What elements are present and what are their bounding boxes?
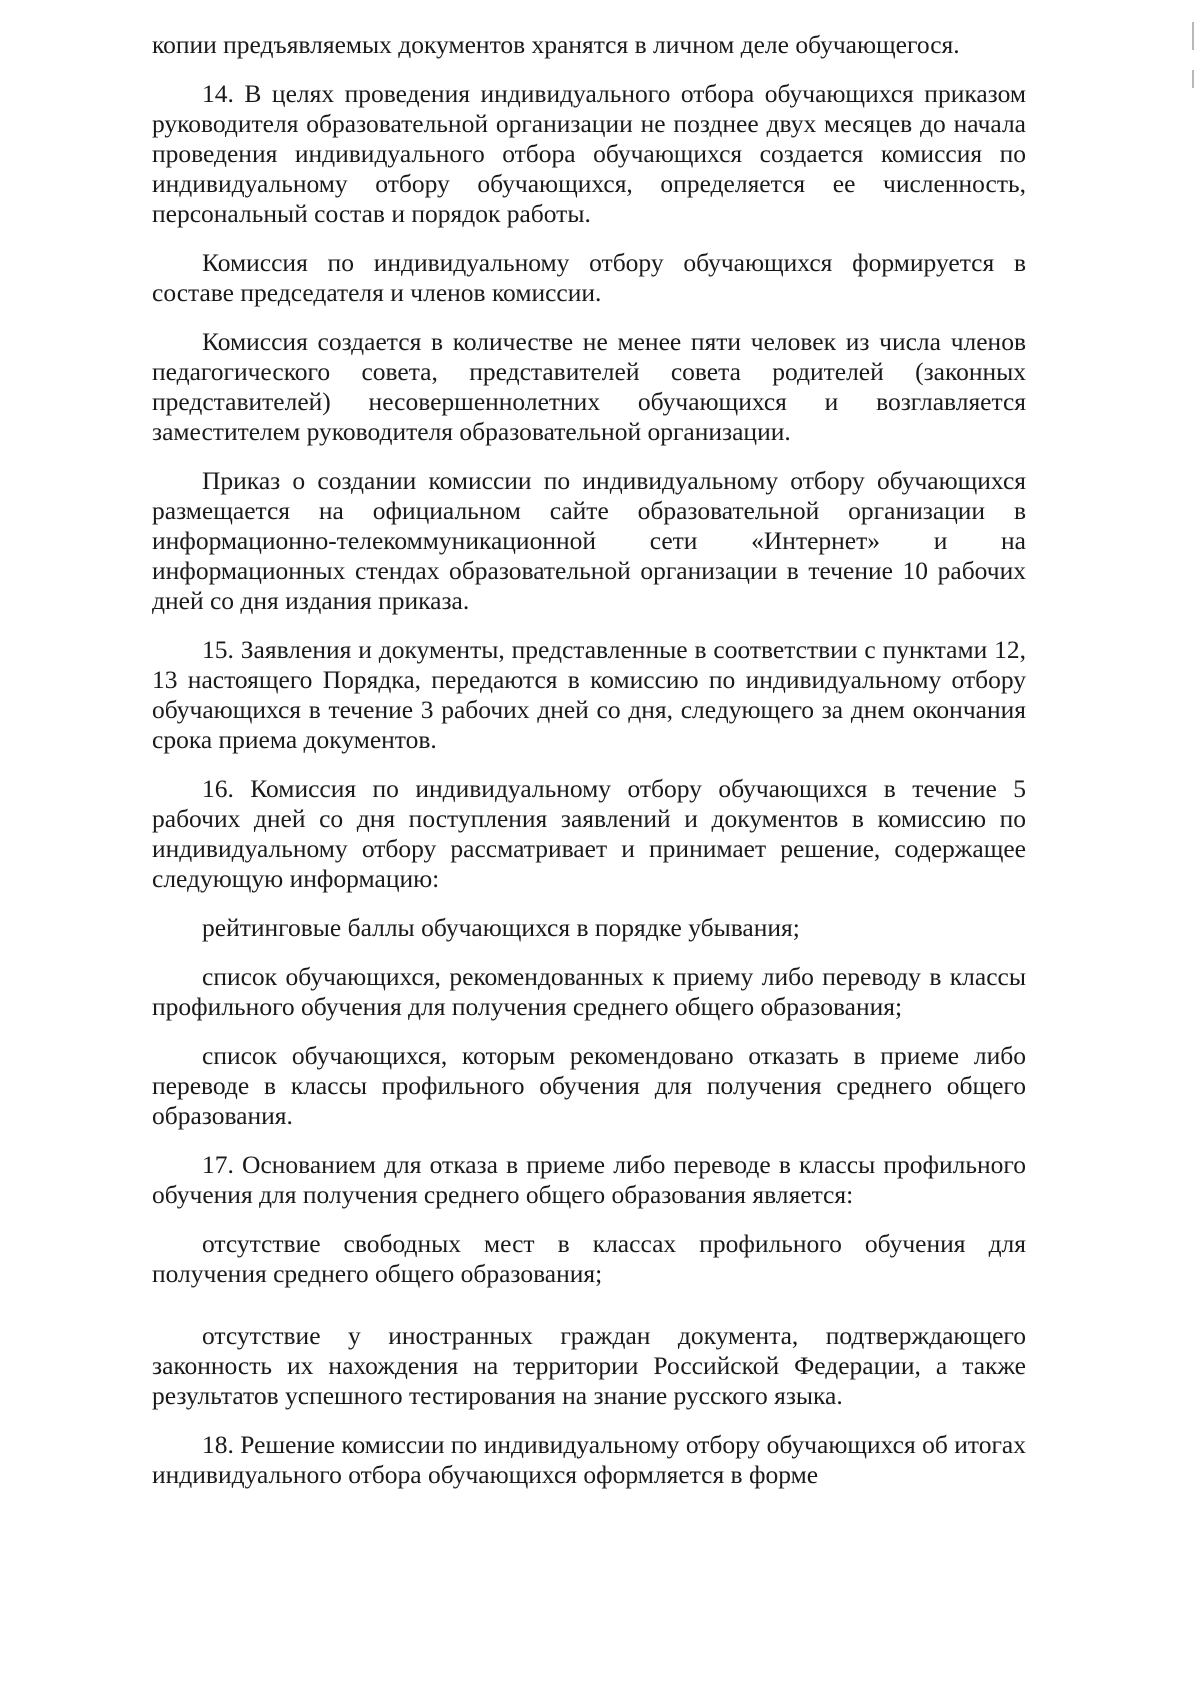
list-item-recommended-students: список обучающихся, рекомендованных к приему либо переводу в классы профильного обучения для получения среднего общего образования; [152,962,1026,1021]
paragraph-18: 18. Решение комиссии по индивидуальному отбору обучающихся об итогах индивидуального отбора обучающихся оформляется в форме [152,1430,1026,1489]
paragraph-commission-size: Комиссия создается в количестве не менее пяти человек из числа членов педагогического совета, представителей совета родителей (законных представителей) несовершеннолетних обучающихся и возглавляется заместителем руководителя образовательной организации. [152,327,1026,446]
paragraph-commission-composition: Комиссия по индивидуальному отбору обучающихся формируется в составе председателя и членов комиссии. [152,248,1026,307]
paragraph-continuation: копии предъявляемых документов хранятся в личном деле обучающегося. [152,30,960,59]
list-item-rejected-students: список обучающихся, которым рекомендовано отказать в приеме либо переводе в классы профильного обучения для получения среднего общего образования. [152,1041,1026,1130]
scan-edge-mark-top [1192,22,1194,50]
paragraph-15: 15. Заявления и документы, представленные в соответствии с пунктами 12, 13 настоящего Порядка, передаются в комиссию по индивидуальному отбору обучающихся в течение 3 рабочих дней со дня, следующего за днем окончания срока приема документов. [152,635,1026,754]
scan-edge-mark-second [1192,70,1194,88]
paragraph-order-publication: Приказ о создании комиссии по индивидуальному отбору обучающихся размещается на официальном сайте образовательной организации в информационно-телекоммуникационной сети «Интернет» и на информационных стендах образовательной организации в течение 10 рабочих дней со дня издания приказа. [152,466,1026,615]
document-page [152,30,1026,1490]
list-item-no-vacancies: отсутствие свободных мест в классах профильного обучения для получения среднего общего образования; [152,1229,1026,1288]
paragraph-14: 14. В целях проведения индивидуального отбора обучающихся приказом руководителя образовательной организации не позднее двух месяцев до начала проведения индивидуального отбора обучающихся создается комиссия по индивидуальному отбору обучающихся, определяется ее численность, персональный состав и порядок работы. [152,79,1026,228]
list-item-rating-scores: рейтинговые баллы обучающихся в порядке убывания; [202,913,800,942]
paragraph-16: 16. Комиссия по индивидуальному отбору обучающихся в течение 5 рабочих дней со дня поступления заявлений и документов в комиссию по индивидуальному отбору рассматривает и принимает решение, содержащее следующую информацию: [152,774,1026,893]
paragraph-17: 17. Основанием для отказа в приеме либо переводе в классы профильного обучения для получения среднего общего образования является: [152,1150,1026,1209]
list-item-foreign-citizens: отсутствие у иностранных граждан документа, подтверждающего законность их нахождения на территории Российской Федерации, а также результатов успешного тестирования на знание русского языка. [152,1321,1026,1410]
